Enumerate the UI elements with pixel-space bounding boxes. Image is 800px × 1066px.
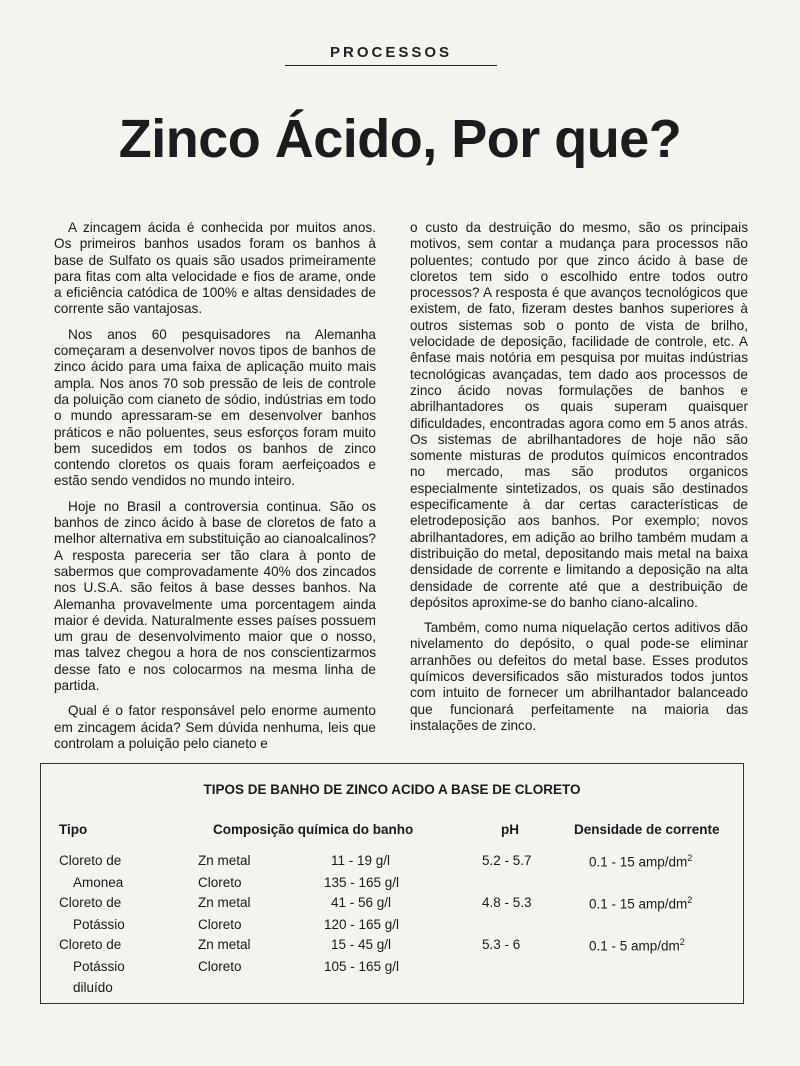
cell-densidade: 0.1 - 15 amp/$dm^2$: [589, 895, 693, 912]
cell-tipo: Potássio: [73, 959, 125, 974]
cell-valor: 135 - 165 g/l: [324, 875, 400, 890]
paragraph: Hoje no Brasil a controversia continua. São os banhos de zinco ácido à base de cloretos de fato a melhor alternativa em substituição ao cianoalcalinos? A resposta pareceria ser tão clara à ponto de sabermos que comprovadamente 40% dos zincados nos U.S.A. são feitos à base desses banhos. Na Alemanha provavelmente uma porcentagem ainda maior é devida. Naturalmente esses países possuem um grau de desenvolvimento maior que o nosso, mas talvez chegou a hora de nos conscientizarmos desse fato e nos colocarmos na mesma linha de partida.: [54, 498, 376, 694]
paragraph: Também, como numa niquelação certos aditivos dão nivelamento do depósito, o qual pode-se eliminar arranhões ou defeitos do metal base. Esses produtos químicos deversificados são misturados todos juntos com intuito de fornecer um abrilhantador balanceado que funcionará perfeitamente na maioria das instalações de zinco.: [410, 620, 748, 733]
cell-componente: Cloreto: [198, 917, 242, 932]
header-tipo: Tipo: [59, 822, 88, 837]
cell-ph: 4.8 - 5.3: [482, 895, 532, 910]
cell-valor: 11 - 19 g/l: [331, 853, 391, 868]
cell-componente: Cloreto: [198, 959, 242, 974]
header-densidade: Densidade de corrente: [574, 822, 720, 837]
cell-componente: Cloreto: [198, 875, 242, 890]
cell-ph: 5.2 - 5.7: [482, 853, 532, 868]
cell-componente: Zn metal: [198, 853, 251, 868]
cell-ph: 5.3 - 6: [482, 937, 521, 952]
page-title: Zinco Ácido, Por que?: [118, 109, 682, 169]
cell-componente: Zn metal: [198, 937, 251, 952]
cell-tipo: Cloreto de: [59, 853, 122, 868]
cell-valor: 15 - 45 g/l: [331, 937, 392, 952]
cell-densidade: 0.1 - 15 amp/$dm^2$: [589, 853, 693, 870]
paragraph: o custo da destruição do mesmo, são os principais motivos, sem contar a mudança para processos não poluentes; contudo por que zinco ácido à base de cloretos tem sido o escolhido entre todos outro processos? A resposta é que avanços tecnológicos que existem, de fato, fizeram destes banhos superiores à outros sistemas sob o ponto de vista de brilho, velocidade de deposição, facilidade de controle, etc. A ênfase mais notória em pesquisa por muitas indústrias tecnológicas avançadas, tem dado aos processos de zinco ácido novas formulações de banhos e abrilhantadores os quais superam quaisquer dificuldades, encontradas agora como em 5 anos atrás. Os sistemas de abrilhantadores de hoje não são somente misturas de produtos químicos encontrados no mercado, mas são produtos organicos especialmente sintetizados, os quais são destinados especificamente à dar certas características de eletrodeposição aos banhos. Por exemplo; novos abrilhantadores, em adição ao brilho também mudam a distribuição do metal, depositando mais metal na baixa densidade de corrente e limitando a deposição na alta densidade de corrente até que a destribuição de depósitos aproxime-se do banho ciano-alcalino.: [410, 220, 748, 610]
cell-tipo: Cloreto de: [59, 895, 122, 910]
cell-componente: Zn metal: [198, 895, 251, 910]
cell-tipo: diluído: [73, 980, 113, 995]
cell-tipo: Amonea: [73, 875, 124, 890]
header-ph: pH: [501, 822, 519, 837]
cell-tipo: Cloreto de: [59, 937, 122, 952]
article-column-left: [54, 220, 376, 752]
cell-valor: 120 - 165 g/l: [324, 917, 400, 932]
bath-types-table: [40, 763, 744, 1004]
cell-valor: 105 - 165 g/l: [324, 959, 400, 974]
cell-valor: 41 - 56 g/l: [331, 895, 392, 910]
header-composicao: Composição química do banho: [213, 822, 414, 837]
paragraph: Nos anos 60 pesquisadores na Alemanha começaram a desenvolver novos tipos de banhos de zinco ácido para uma faixa de aplicação muito mais ampla. Nos anos 70 sob pressão de leis de controle da poluição com cianeto de sódio, indústrias em todo o mundo apressaram-se em desenvolver banhos práticos e não poluentes, seus esforços foram muito bem sucedidos em todos os banhos de zinco contendo cloretos os quais foram aerfeiçoados e estão sendo vendidos no mundo inteiro.: [54, 326, 376, 489]
article-column-right: [410, 220, 748, 734]
paragraph: Qual é o fator responsável pelo enorme aumento em zincagem ácida? Sem dúvida nenhuma, leis que controlam a poluição pelo cianeto e: [54, 703, 376, 751]
cell-tipo: Potássio: [73, 917, 125, 932]
section-label: PROCESSOS: [285, 44, 497, 66]
table-title: TIPOS DE BANHO DE ZINCO ACIDO A BASE DE CLORETO: [203, 782, 581, 797]
paragraph: A zincagem ácida é conhecida por muitos anos. Os primeiros banhos usados foram os banhos à base de Sulfato os quais são usados primeiramente para fitas com alta velocidade e fios de arame, onde a eficiência catódica de 100% e altas densidades de corrente são vantajosas.: [54, 220, 376, 317]
cell-densidade: 0.1 - 5 amp/$dm^2$: [589, 937, 685, 954]
